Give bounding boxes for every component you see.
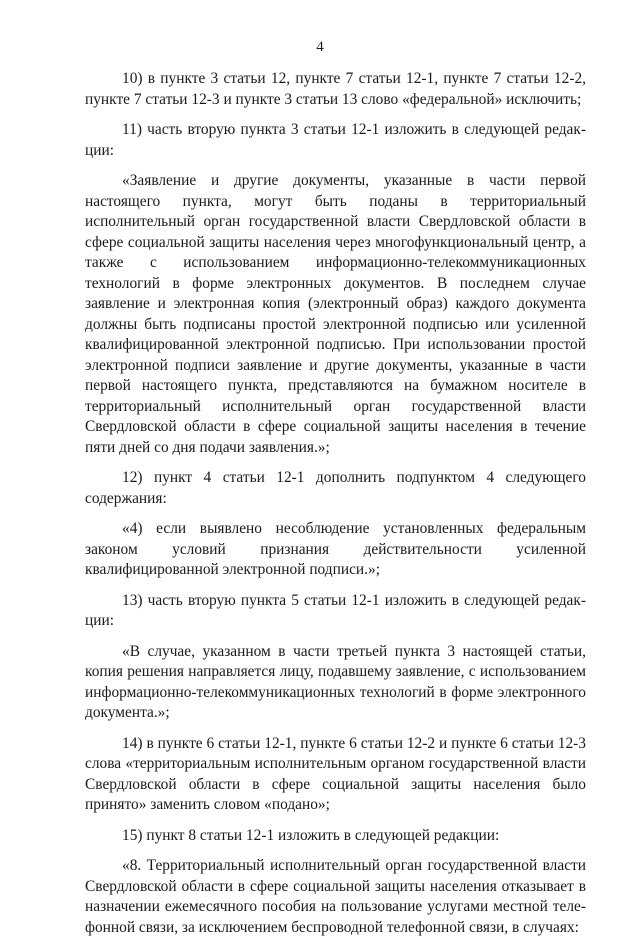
document-body [85,69,586,948]
paragraph-quote-refusal: «8. Территориальный исполнительный орган государственной власти Свердловской области в сфере социальной защиты населения отказывает в назначении ежемесячного пособия на пользование услугами местной телефонной связи, за исключением беспроводной телефонной связи, в случаях: [85,857,586,936]
paragraph-item-12: 12) пункт 4 статьи 12-1 дополнить подпунктом 4 следующего содержания: [85,469,586,507]
page-number: 4 [316,39,324,55]
paragraph-quote-decision-copy: «В случае, указанном в части третьей пункта 3 настоящей статьи, копия решения направляется лицу, подавшему заявление, с использованием информационно-телекоммуникационных технологий в форме электронного документа.»; [85,642,586,721]
paragraph-item-10: 10) в пункте 3 статьи 12, пункте 7 статьи 12-1, пункте 7 статьи 12-2, пункте 7 статьи 12-3 и пункте 3 статьи 13 слово «федеральной» исключить; [85,70,586,108]
paragraph-item-14: 14) в пункте 6 статьи 12-1, пункте 6 статьи 12-2 и пункте 6 статьи 12-3 слова «территориальным исполнительным органом государственной власти Свердловской области в сфере социальной защиты населения было принято» заменить словом «подано»; [85,734,586,813]
paragraph-item-13: 13) часть вторую пункта 5 статьи 12-1 изложить в следующей редакции: [85,591,586,629]
paragraph-item-11: 11) часть вторую пункта 3 статьи 12-1 изложить в следующей редакции: [85,121,586,159]
paragraph-quote-subitem-4: «4) если выявлено несоблюдение установленных федеральным законом условий признания действительности усиленной квалифицированной электронной подписи.»; [85,520,586,578]
paragraph-quote-application: «Заявление и другие документы, указанные в части первой настоящего пункта, могут быть поданы в территориальный исполнительный орган государственной власти Свердловской области в сфере социальной защиты населения через многофункциональный центр, а также с использованием информационно-телекоммуникационных технологий в форме электронных документов. В последнем случае заявление и электронная копия (электронный образ) каждого документа должны быть подписаны простой электронной подписью или усиленной квалифицированной электронной подписью. При использовании простой электронной подписи заявление и другие документы, указанные в части первой настоящего пункта, представляются на бумажном носителе в территориальный исполнительный орган государственной власти Свердловской области в сфере социальной защиты населения в течение пяти дней со дня подачи заявления.»; [85,172,586,456]
paragraph-item-15: 15) пункт 8 статьи 12-1 изложить в следующей редакции: [122,826,500,844]
